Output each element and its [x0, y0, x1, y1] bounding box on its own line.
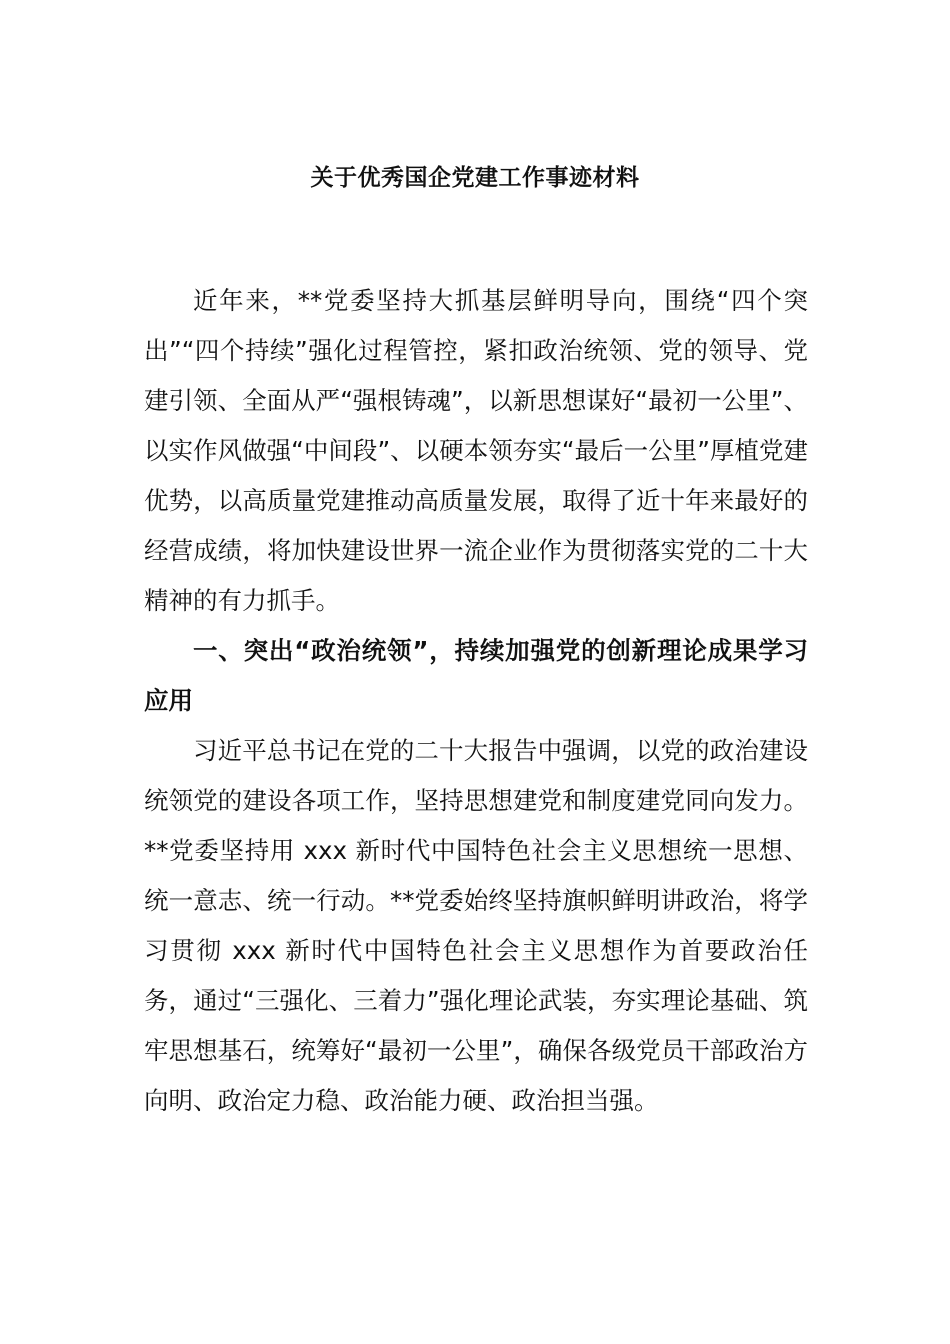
document-title: 关于优秀国企党建工作事迹材料 — [310, 165, 640, 191]
section-heading: 一、突出“政治统领”，持续加强党的创新理论成果学习应用 — [144, 636, 808, 715]
body-paragraph: 习近平总书记在党的二十大报告中强调，以党的政治建设统领党的建设各项工作，坚持思想建党和制度建党同向发力。**党委坚持用 xxx 新时代中国特色社会主义思想统一思想、统一意志、统一行动。**党委始终坚持旗帜鲜明讲政治，将学习贯彻 xxx 新时代中国特色社会主义思想作为首要政治任务，通过“三强化、三着力”强化理论武装，夯实理论基础、筑牢思想基石，统筹好“最初一公里”，确保各级党员干部政治方向明、政治定力稳、政治能力硬、政治担当强。 — [144, 736, 808, 1115]
body-paragraph: 近年来，**党委坚持大抓基层鲜明导向，围绕“四个突出”“四个持续”强化过程管控，紧扣政治统领、党的领导、党建引领、全面从严“强根铸魂”，以新思想谋好“最初一公里”、以实作风做强“中间段”、以硬本领夯实“最后一公里”厚植党建优势，以高质量党建推动高质量发展，取得了近十年来最好的经营成绩，将加快建设世界一流企业作为贯彻落实党的二十大精神的有力抓手。 — [144, 286, 808, 615]
